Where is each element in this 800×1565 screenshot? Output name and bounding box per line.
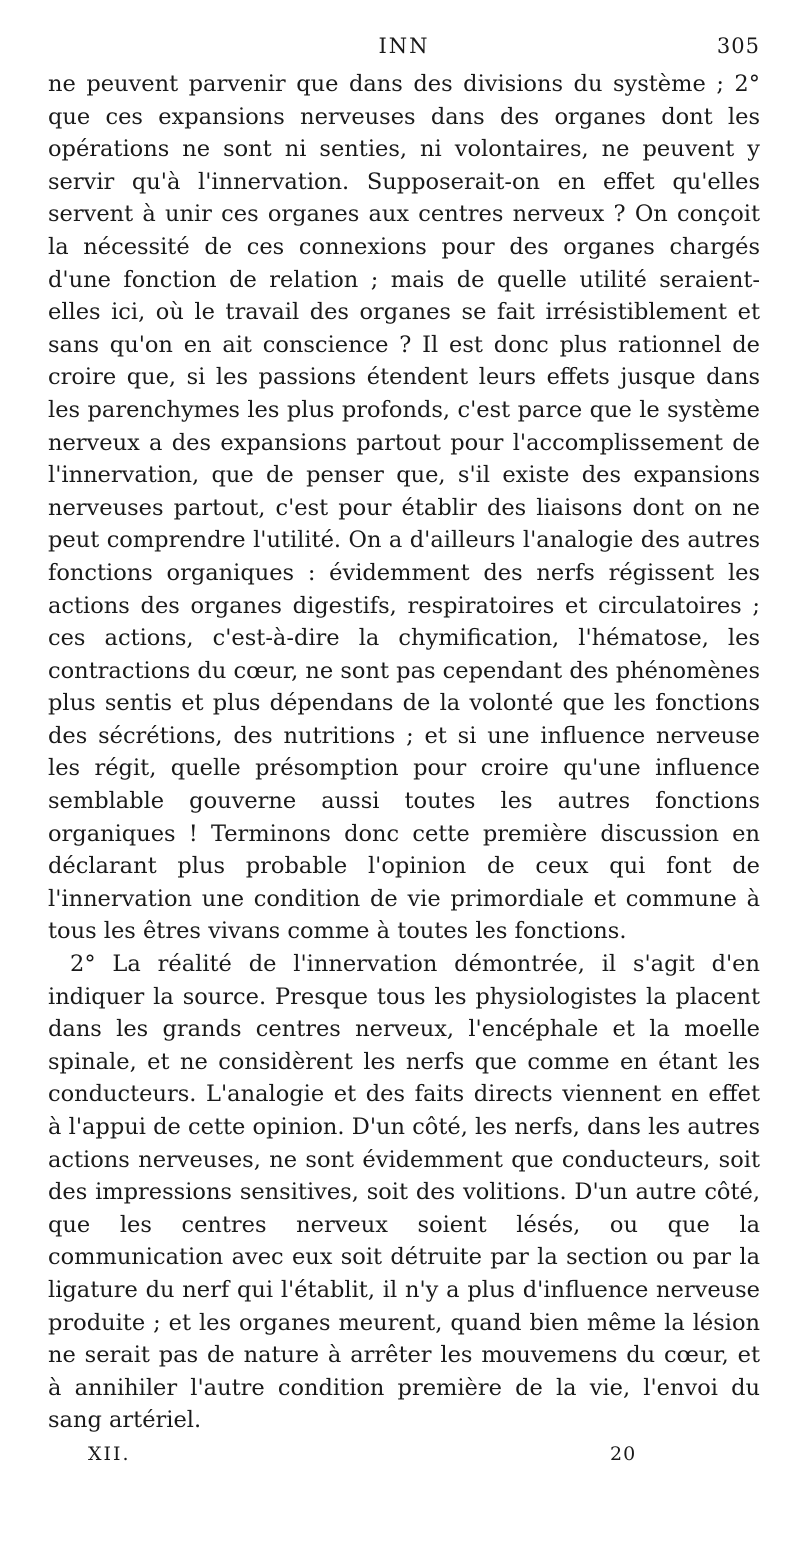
book-page [48, 34, 760, 1483]
page-header [48, 34, 760, 68]
page-footer [48, 1443, 760, 1483]
paragraph-innervation-source: 2° La réalité de l'innervation démontrée, il s'agit d'en indiquer la source. Presque tous les physiologistes la placent dans les grands centres nerveux, l'encéphale et la moelle spinale, et ne considèrent les nerfs que comme en étant les conducteurs. L'analogie et des faits directs viennent en effet à l'appui de cette opinion. D'un côté, les nerfs, dans les autres actions nerveuses, ne sont évidemment que conducteurs, soit des impressions sensitives, soit des volitions. D'un autre côté, que les centres nerveux soient lésés, ou que la communication avec eux soit détruite par la section ou par la ligature du nerf qui l'établit, il n'y a plus d'influence nerveuse produite ; et les organes meurent, quand bien même la lésion ne serait pas de nature à arrêter les mouvemens du cœur, et à annihiler l'autre condition première de la vie, l'envoi du sang artériel. [48, 951, 760, 1434]
running-head: INN [378, 34, 430, 58]
volume-signature: XII. [88, 1442, 131, 1465]
page-number: 305 [716, 34, 760, 58]
body-text [48, 68, 760, 1437]
sheet-number: 20 [610, 1442, 637, 1465]
paragraph-continuation: ne peuvent parvenir que dans des divisions du système ; 2° que ces expansions nerveuses dans des organes dont les opérations ne sont ni senties, ni volontaires, ne peuvent y servir qu'à l'innervation. Supposerait-on en effet qu'elles servent à unir ces organes aux centres nerveux ? On conçoit la nécessité de ces connexions pour des organes chargés d'une fonction de relation ; mais de quelle utilité seraient-elles ici, où le travail des organes se fait irrésistiblement et sans qu'on en ait conscience ? Il est donc plus rationnel de croire que, si les passions étendent leurs effets jusque dans les parenchymes les plus profonds, c'est parce que le système nerveux a des expansions partout pour l'accomplissement de l'innervation, que de penser que, s'il existe des expansions nerveuses partout, c'est pour établir des liaisons dont on ne peut comprendre l'utilité. On a d'ailleurs l'analogie des autres fonctions organiques : évidemment des nerfs régissent les actions des organes digestifs, respiratoires et circulatoires ; ces actions, c'est-à-dire la chymification, l'hématose, les contractions du cœur, ne sont pas cependant des phénomènes plus sentis et plus dépendans de la volonté que les fonctions des sécrétions, des nutritions ; et si une influence nerveuse les régit, quelle présomption pour croire qu'une influence semblable gouverne aussi toutes les autres fonctions organiques ! Terminons donc cette première discussion en déclarant plus probable l'opinion de ceux qui font de l'innervation une condition de vie primordiale et commune à tous les êtres vivans comme à toutes les fonctions. [48, 71, 760, 945]
